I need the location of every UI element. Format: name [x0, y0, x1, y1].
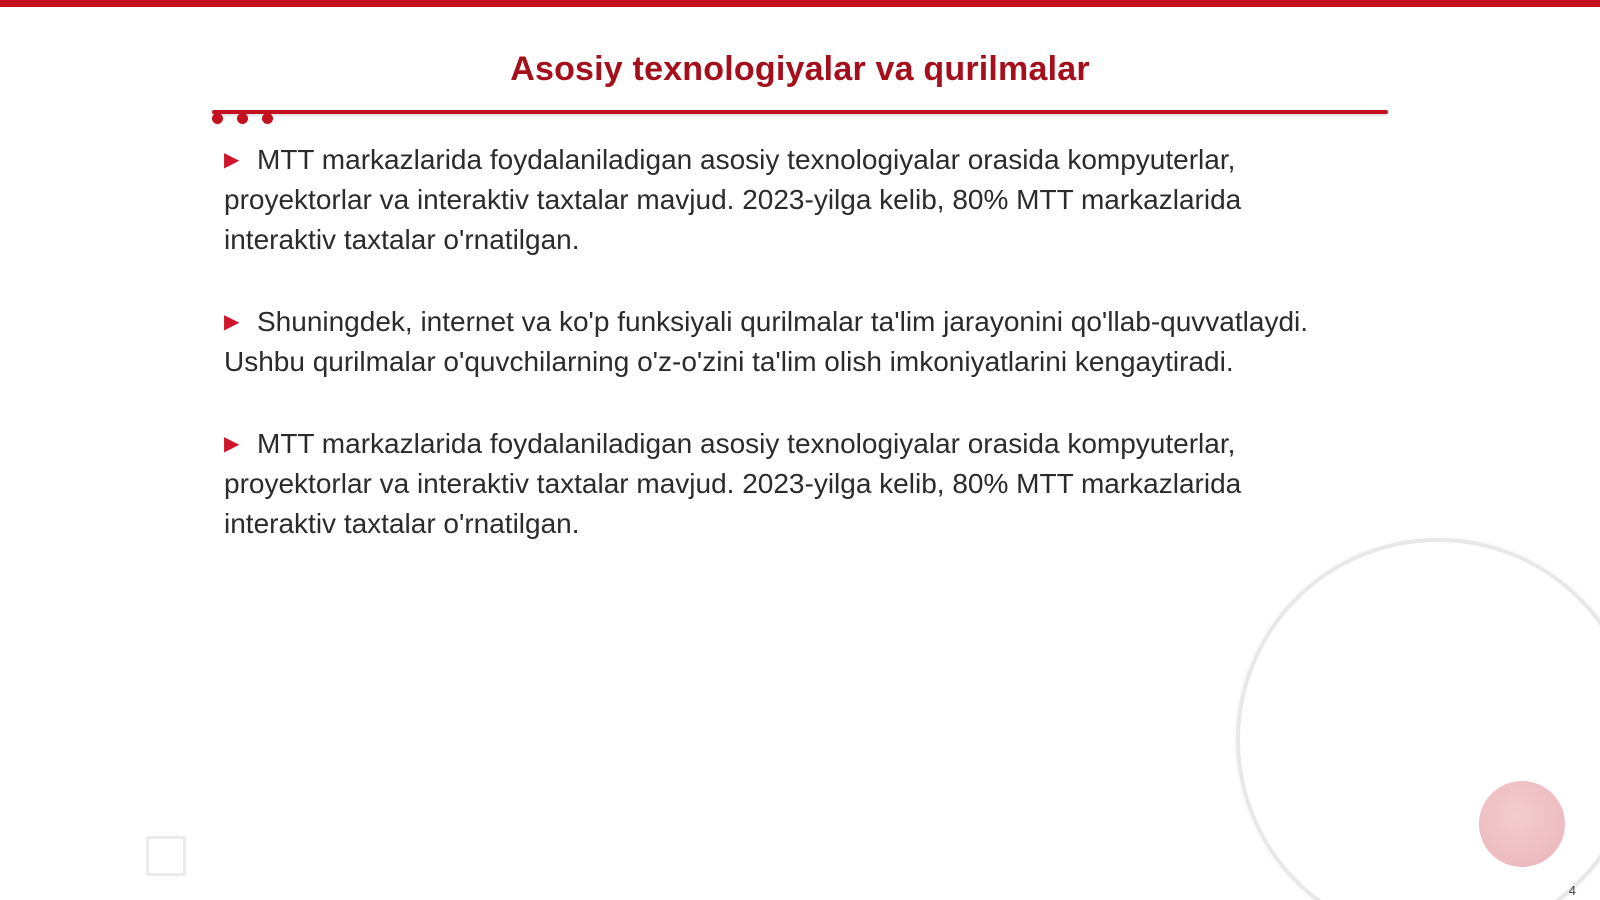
title-dots: [212, 113, 273, 124]
bullet-text: MTT markazlarida foydalaniladigan asosiy texnologiyalar orasida kompyuterlar, proyektorlar va interaktiv taxtalar mavjud. 2023-yilga kelib, 80% MTT markazlarida interaktiv taxtalar o'rnatilgan.: [224, 144, 1242, 255]
title-underline: [212, 110, 1388, 114]
decor-square: [146, 836, 186, 876]
bullet-arrow-icon: ▶: [224, 311, 240, 333]
bullet-text: MTT markazlarida foydalaniladigan asosiy texnologiyalar orasida kompyuterlar, proyektorlar va interaktiv taxtalar mavjud. 2023-yilga kelib, 80% MTT markazlarida interaktiv taxtalar o'rnatilgan.: [224, 428, 1242, 539]
bullet-arrow-icon: ▶: [224, 433, 240, 455]
bullet-item: [224, 140, 1354, 260]
bullet-item: [224, 424, 1354, 544]
bullet-list: [224, 140, 1354, 586]
bullet-arrow-icon: ▶: [224, 149, 240, 171]
top-accent-bar: [0, 0, 1600, 7]
slide-title: Asosiy texnologiyalar va qurilmalar: [510, 50, 1090, 88]
decor-dot: [262, 113, 273, 124]
decor-pink-circle: [1479, 781, 1565, 867]
bullet-text: Shuningdek, internet va ko'p funksiyali qurilmalar ta'lim jarayonini qo'llab-quvvatlaydi. Ushbu qurilmalar o'quvchilarning o'z-o'zini ta'lim olish imkoniyatlarini kengaytiradi.: [224, 306, 1309, 377]
page-number: 4: [1568, 883, 1576, 898]
decor-dot: [237, 113, 248, 124]
bullet-item: [224, 302, 1354, 382]
decor-dot: [212, 113, 223, 124]
